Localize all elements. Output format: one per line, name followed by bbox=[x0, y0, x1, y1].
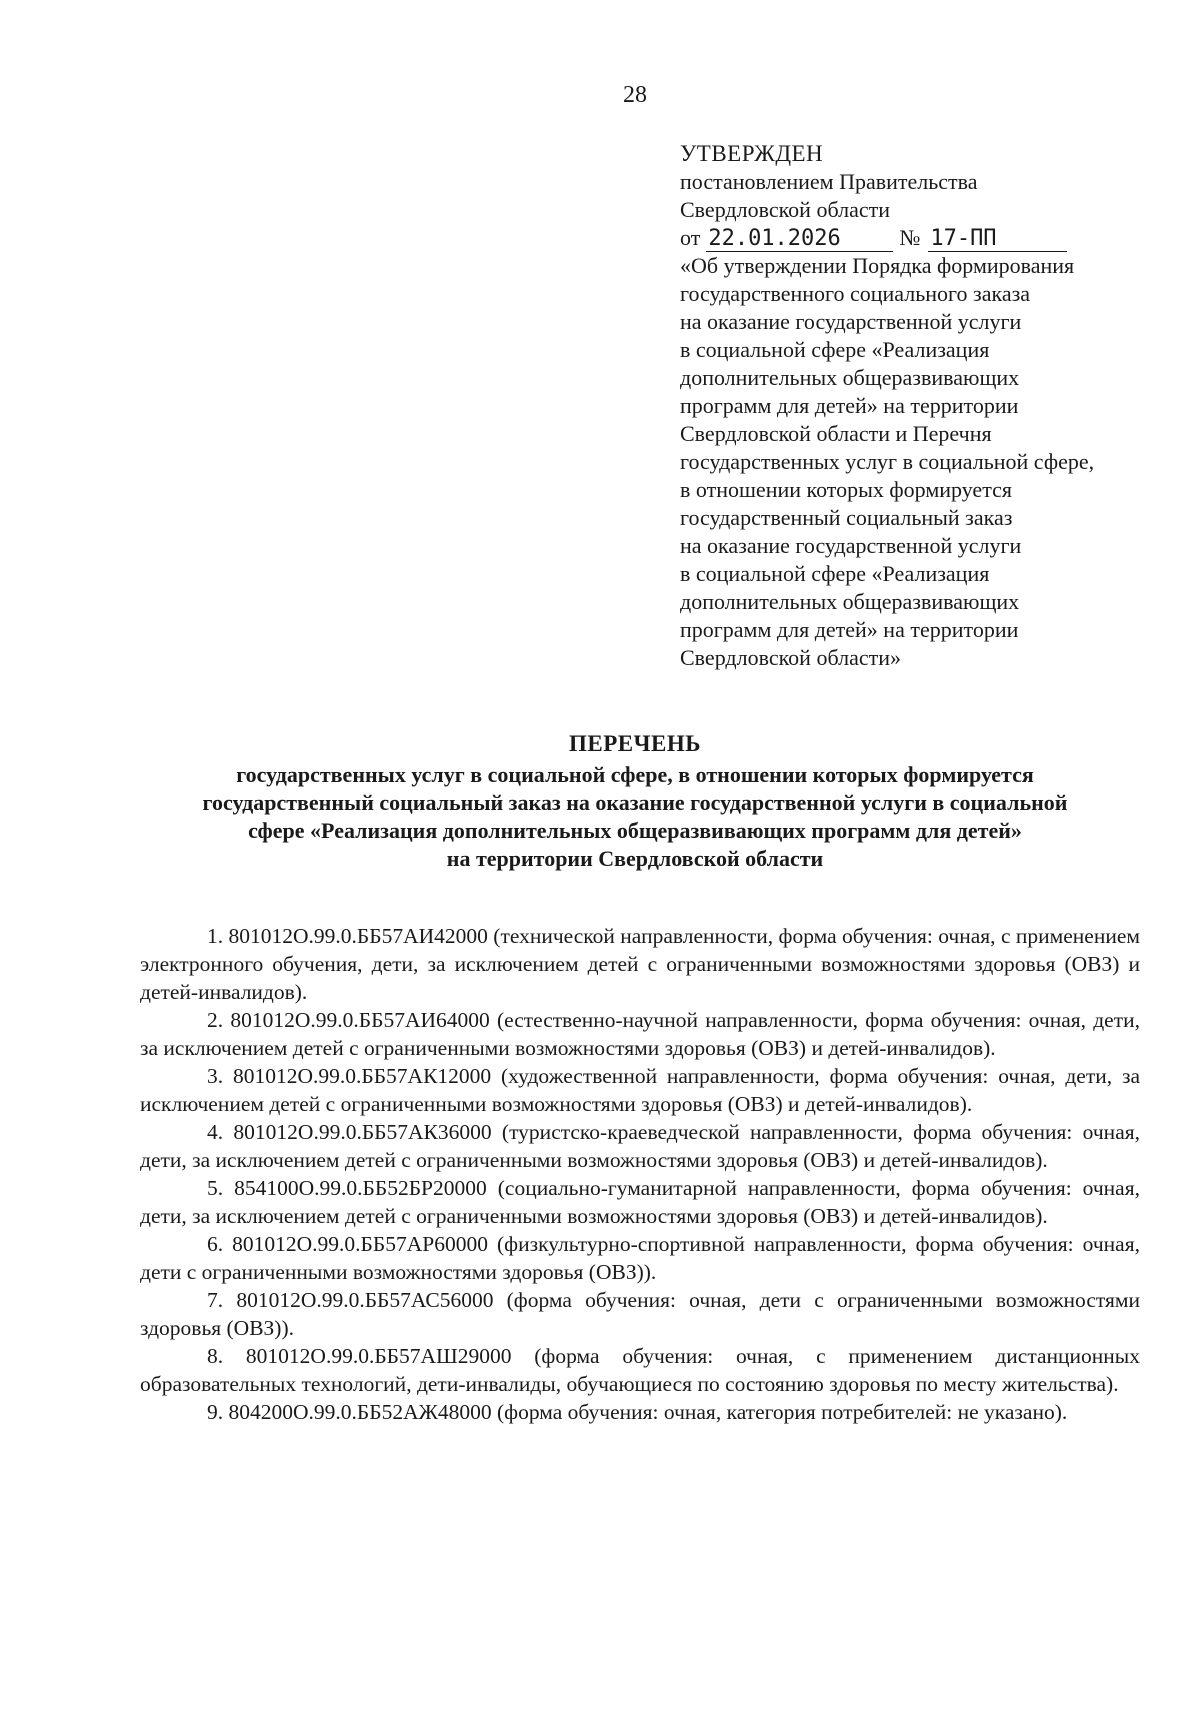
approval-subject-line: в социальной сфере «Реализация bbox=[680, 337, 990, 362]
approval-subject-line: Свердловской области» bbox=[680, 645, 901, 670]
approval-heading: УТВЕРЖДЕН bbox=[680, 141, 824, 166]
list-item: 7. 801012О.99.0.ББ57АС56000 (форма обучения: очная, дети с ограниченными возможностями здоровья (ОВЗ)). bbox=[140, 1288, 1140, 1340]
list-item: 1. 801012О.99.0.ББ57АИ42000 (технической направленности, форма обучения: очная, с применением электронного обучения, дети, за исключением детей с ограниченными возможностями здоровья (ОВЗ) и детей-инвалидов). bbox=[140, 924, 1140, 1004]
list-item: 9. 804200О.99.0.ББ52АЖ48000 (форма обучения: очная, категория потребителей: не указано). bbox=[207, 1400, 1068, 1424]
approval-subject-line: дополнительных общеразвивающих bbox=[680, 589, 1020, 614]
services-list bbox=[140, 922, 1140, 1426]
title-main: ПЕРЕЧЕНЬ bbox=[569, 731, 701, 756]
document-title bbox=[130, 730, 1140, 873]
list-item: 3. 801012О.99.0.ББ57АК12000 (художественной направленности, форма обучения: очная, дети, за исключением детей с ограниченными возможностями здоровья (ОВЗ) и детей-инвалидов). bbox=[140, 1064, 1140, 1116]
approval-subject-line: «Об утверждении Порядка формирования bbox=[680, 253, 1075, 278]
page-number: 28 bbox=[623, 82, 647, 108]
title-line: на территории Свердловской области bbox=[446, 846, 824, 871]
approval-subject-line: программ для детей» на территории bbox=[680, 617, 1019, 642]
approval-date-line bbox=[680, 224, 1180, 252]
title-line: государственных услуг в социальной сфере, в отношении которых формируется bbox=[236, 762, 1034, 787]
list-item: 2. 801012О.99.0.ББ57АИ64000 (естественно-научной направленности, форма обучения: очная, дети, за исключением детей с ограниченными возможностями здоровья (ОВЗ) и детей-инвалидов). bbox=[140, 1008, 1140, 1060]
approval-subject-line: на оказание государственной услуги bbox=[680, 309, 1022, 334]
approval-line-2: Свердловской области bbox=[680, 197, 890, 222]
approval-subject-line: государственных услуг в социальной сфере, bbox=[680, 449, 1095, 474]
approval-number: 17-ПП bbox=[928, 227, 1067, 252]
approval-subject-line: на оказание государственной услуги bbox=[680, 533, 1022, 558]
number-label: № bbox=[899, 225, 921, 250]
approval-stamp bbox=[680, 140, 1180, 672]
list-item: 4. 801012О.99.0.ББ57АК36000 (туристско-краеведческой направленности, форма обучения: очная, дети, за исключением детей с ограниченными возможностями здоровья (ОВЗ) и детей-инвалидов). bbox=[140, 1120, 1140, 1172]
title-line: государственный социальный заказ на оказание государственной услуги в социальной bbox=[202, 790, 1068, 815]
approval-subject bbox=[680, 252, 1180, 672]
approval-date: 22.01.2026 bbox=[706, 227, 893, 252]
approval-line-1: постановлением Правительства bbox=[680, 169, 978, 194]
list-item: 6. 801012О.99.0.ББ57АР60000 (физкультурно-спортивной направленности, форма обучения: очная, дети с ограниченными возможностями здоровья (ОВЗ)). bbox=[140, 1232, 1140, 1284]
approval-subject-line: в отношении которых формируется bbox=[680, 477, 1012, 502]
title-line: сфере «Реализация дополнительных общеразвивающих программ для детей» bbox=[248, 818, 1022, 843]
approval-subject-line: государственный социальный заказ bbox=[680, 505, 1013, 530]
approval-subject-line: в социальной сфере «Реализация bbox=[680, 561, 990, 586]
list-item: 8. 801012О.99.0.ББ57АШ29000 (форма обучения: очная, с применением дистанционных образовательных технологий, дети-инвалиды, обучающиеся по состоянию здоровья по месту жительства). bbox=[140, 1344, 1140, 1396]
from-label: от bbox=[680, 225, 701, 250]
approval-subject-line: Свердловской области и Перечня bbox=[680, 421, 992, 446]
approval-subject-line: государственного социального заказа bbox=[680, 281, 1031, 306]
approval-subject-line: дополнительных общеразвивающих bbox=[680, 365, 1020, 390]
list-item: 5. 854100О.99.0.ББ52БР20000 (социально-гуманитарной направленности, форма обучения: очная, дети, за исключением детей с ограниченными возможностями здоровья (ОВЗ) и детей-инвалидов). bbox=[140, 1176, 1140, 1228]
approval-subject-line: программ для детей» на территории bbox=[680, 393, 1019, 418]
